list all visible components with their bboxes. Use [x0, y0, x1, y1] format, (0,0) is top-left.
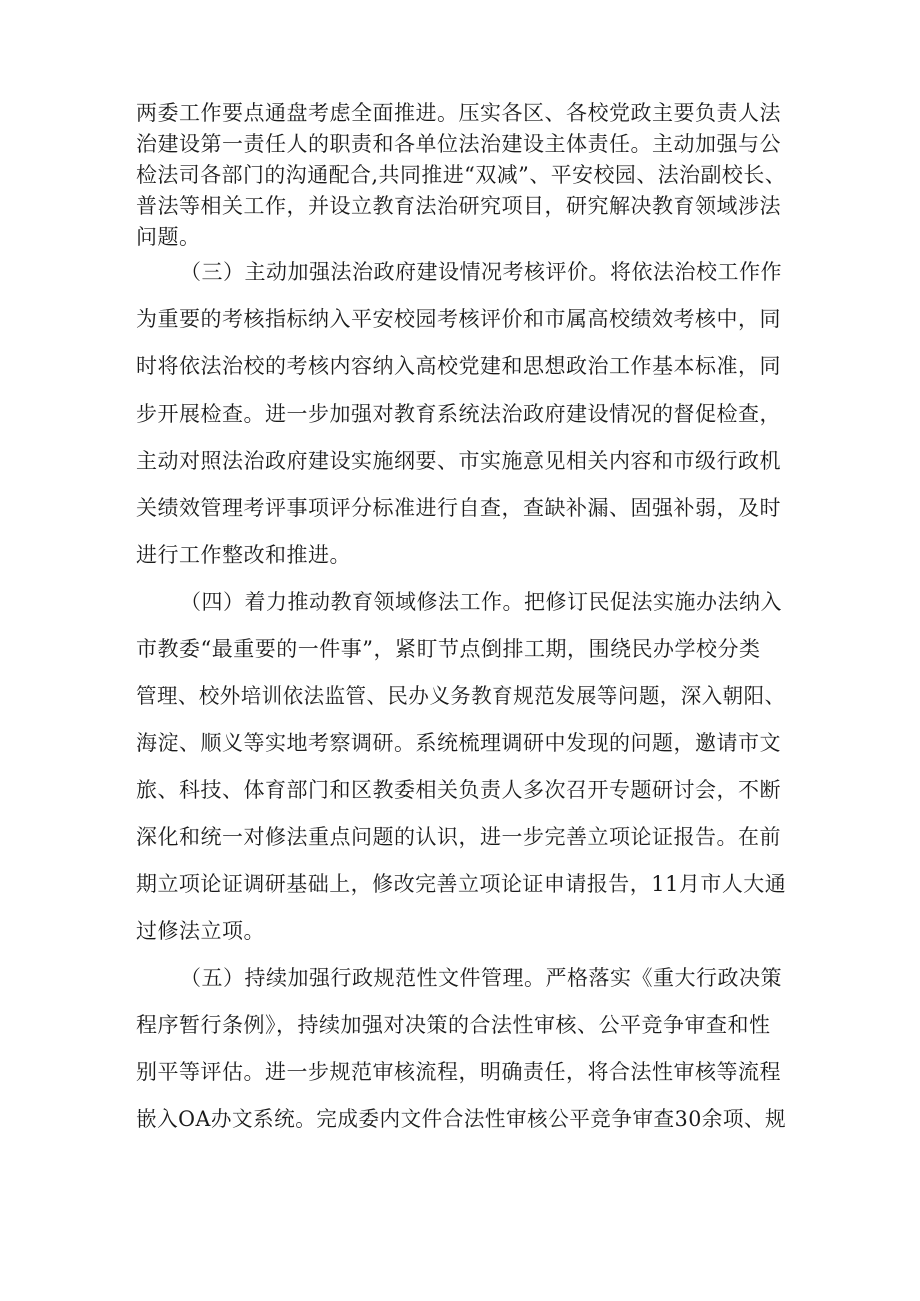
text-line: 为重要的考核指标纳入平安校园考核评价和市属高校绩效考核中，同 — [136, 307, 781, 331]
text-line: 管理、校外培训依法监管、民办义务教育规范发展等问题，深入朝阳、 — [136, 684, 786, 708]
text-line: 期立项论证调研基础上，修改完善立项论证申请报告，11月市人大通 — [136, 872, 787, 896]
text-line: 深化和统一对修法重点问题的认识，进一步完善立项论证报告。在前 — [136, 825, 781, 849]
text-line: 两委工作要点通盘考虑全面推进。压实各区、各校党政主要负责人法 — [136, 101, 781, 125]
text-line: 时将依法治校的考核内容纳入高校党建和思想政治工作基本标准，同 — [136, 354, 781, 378]
text-line: 过修法立项。 — [136, 919, 265, 943]
text-line: 问题。 — [136, 225, 201, 249]
text-line: 旅、科技、体育部门和区教委相关负责人多次召开专题研讨会，不断 — [136, 778, 781, 802]
text-line: 别平等评估。进一步规范审核流程，明确责任，将合法性审核等流程 — [136, 1060, 781, 1084]
text-line: 步开展检查。进一步加强对教育系统法治政府建设情况的督促检查， — [136, 402, 781, 426]
section-heading-line: （五）持续加强行政规范性文件管理。严格落实《重大行政决策 — [180, 966, 782, 990]
text-line: 进行工作整改和推进。 — [136, 543, 351, 567]
text-line: 治建设第一责任人的职责和各单位法治建设主体责任。主动加强与公 — [136, 132, 781, 156]
section-heading-line: （四）着力推动教育领域修法工作。把修订民促法实施办法纳入 — [180, 590, 782, 614]
text-line: 程序暂行条例》，持续加强对决策的合法性审核、公平竞争审查和性 — [136, 1013, 771, 1037]
text-line: 主动对照法治政府建设实施纲要、市实施意见相关内容和市级行政机 — [136, 449, 781, 473]
text-line: 市教委“最重要的一件事”，紧盯节点倒排工期，围绕民办学校分类 — [136, 637, 761, 661]
text-line: 海淀、顺义等实地考察调研。系统梳理调研中发现的问题，邀请市文 — [136, 731, 781, 755]
text-line: 检法司各部门的沟通配合,共同推进“双减”、平安校园、法治副校长、 — [136, 163, 787, 187]
text-line: 嵌入OA办文系统。完成委内文件合法性审核公平竞争审查30余项、规 — [136, 1107, 787, 1131]
section-heading-line: （三）主动加强法治政府建设情况考核评价。将依法治校工作作 — [180, 260, 782, 284]
text-line: 普法等相关工作，并设立教育法治研究项目，研究解决教育领域涉法 — [136, 194, 781, 218]
text-line: 关绩效管理考评事项评分标准进行自查，查缺补漏、固强补弱，及时 — [136, 496, 781, 520]
